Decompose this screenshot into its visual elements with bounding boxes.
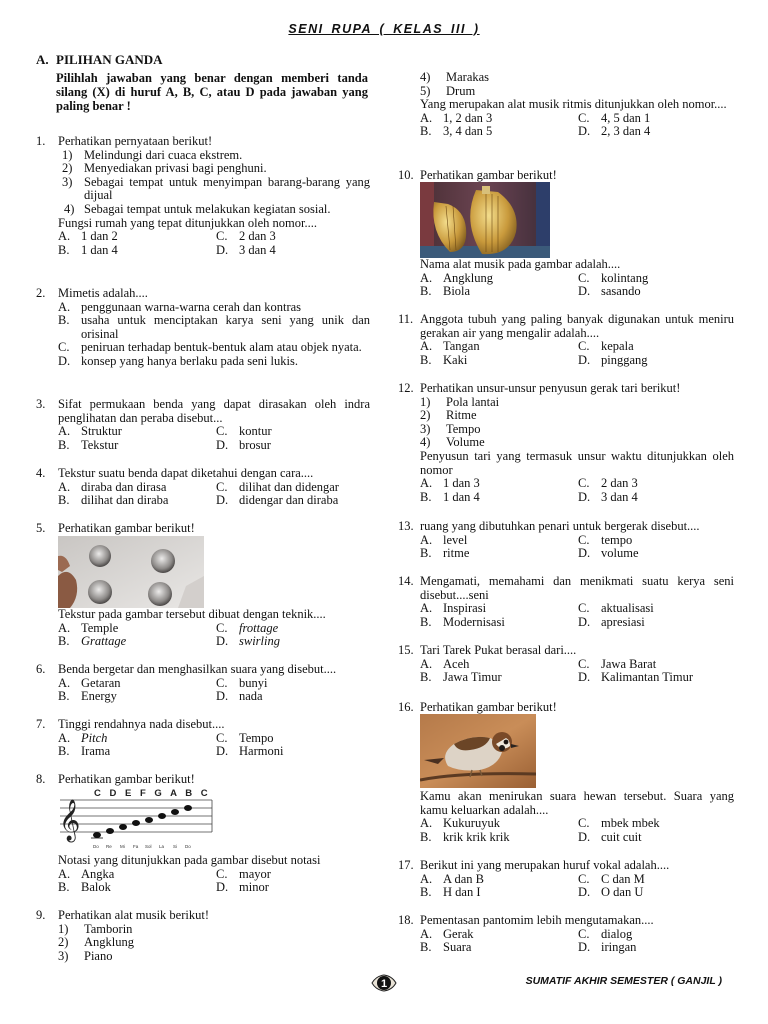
list-item: 1) Melindungi dari cuaca ekstrem. [62,147,243,162]
option-a[interactable]: A. diraba dan dirasa [58,479,167,494]
option-row [420,491,734,505]
option-d[interactable]: D. Harmoni [216,744,284,759]
option-a[interactable]: A. Getaran [58,675,121,690]
question-text: Mimetis adalah.... [58,286,148,300]
question-text: Tekstur suatu benda dapat diketahui dengan cara.... [58,466,314,480]
option-row [58,425,370,439]
question-prompt: Penyusun tari yang termasuk unsur waktu ditunjukkan oleh nomor [420,448,734,477]
option-a[interactable]: A. Tangan [420,339,480,354]
option-b[interactable]: B. Jawa Timur [420,670,502,685]
option-a[interactable]: A. Angklung [420,270,493,285]
option-a[interactable]: A. Kukuruyuk [420,816,500,831]
question-5-body [36,608,370,649]
option-c[interactable]: C. mayor [216,866,271,881]
question-7 [36,718,370,759]
question-text: Perhatikan gambar berikut! [420,168,557,182]
option-d[interactable]: D. volume [578,546,639,561]
option-row [58,635,370,649]
question-number: 16. [398,700,414,714]
question-2 [36,287,370,369]
option-row [420,671,734,685]
option-a[interactable]: A. Inspirasi [420,601,487,616]
option-a[interactable]: A. 1, 2 dan 3 [420,110,493,125]
question-18 [398,914,734,955]
option-d[interactable]: D. 2, 3 dan 4 [578,124,651,139]
question-16-body [398,790,734,844]
question-number: 13. [398,519,414,533]
list-item: 2) Menyediakan privasi bagi penghuni. [62,161,267,176]
question-3 [36,398,370,452]
sparrow-image [420,714,536,788]
music-staff-image [58,786,214,852]
option-d[interactable]: D. iringan [578,940,637,955]
question-number: 15. [398,643,414,657]
coin-rubbing-image [58,536,204,608]
question-9 [36,909,370,963]
solfege-label: Fa [133,844,139,849]
question-text: Pementasan pantomim lebih mengutamakan.... [420,913,654,927]
instruction-text: Pilihlah jawaban yang benar dengan memberi tanda silang (X) di huruf A, B, C, atau D pada jawaban yang paling benar ! [56,71,368,113]
question-prompt: Yang merupakan alat musik ritmis ditunjukkan oleh nomor.... [420,97,727,112]
question-number: 4. [36,466,46,480]
option-row [420,941,734,955]
option-a[interactable]: A. 1 dan 2 [58,229,118,244]
sasando-image [420,182,550,258]
option-b[interactable]: B. Irama [58,744,111,759]
option-b[interactable]: B. Energy [58,689,117,704]
option-row [58,881,370,895]
question-prompt: Kamu akan menirukan suara hewan tersebut. Suara yang kamu keluarkan adalah.... [420,789,734,817]
list-item: 2) Ritme [420,408,477,423]
question-text: Perhatikan gambar berikut! [58,521,195,535]
option-c[interactable]: C. 2 dan 3 [578,476,638,491]
option-row [420,285,734,299]
option-a[interactable]: A. Gerak [420,926,474,941]
option-b[interactable]: B. Balok [58,880,111,895]
option-row [58,732,370,746]
question-number: 12. [398,381,414,395]
option-row [58,439,370,453]
list-item: 1) Tamborin [58,921,133,936]
list-item: 5) Drum [420,83,476,98]
option-a[interactable]: A. Pitch [58,730,108,745]
list-item: 3) Piano [58,948,113,963]
question-text: ruang yang dibutuhkan penari untuk bergerak disebut.... [420,519,700,533]
option-b[interactable]: B. 3, 4 dan 5 [420,124,493,139]
option-row [58,230,370,244]
option-row [420,831,734,845]
question-number: 8. [36,772,46,786]
question-12 [398,382,734,504]
option-row [58,622,370,636]
option-row [420,928,734,942]
option-b[interactable]: B. Tekstur [58,437,119,452]
option-d[interactable]: D. didengar dan diraba [216,493,339,508]
solfege-label: Sol [145,844,152,849]
question-text: Anggota tubuh yang paling banyak digunakan untuk meniru gerakan air yang mengalir adalah.... [420,312,734,340]
option-d[interactable]: D. brosur [216,437,271,452]
option-b[interactable]: B. 1 dan 4 [58,242,118,257]
option-c[interactable]: C. kontur [216,424,272,439]
option-row [58,690,370,704]
option-c[interactable]: C. tempo [578,532,633,547]
list-item: 4) Sebagai tempat untuk melakukan kegiatan sosial. [64,201,331,216]
option-row [58,745,370,759]
option-d[interactable]: D. minor [216,880,269,895]
question-number: 3. [36,397,46,411]
option-c[interactable]: C. frottage [216,620,279,635]
option-c[interactable]: C. 2 dan 3 [216,229,276,244]
option-a[interactable]: A. penggunaan warna-warna cerah dan kontras [58,299,302,314]
option-a[interactable]: A. 1 dan 3 [420,476,480,491]
question-text: Benda bergetar dan menghasilkan suara yang disebut.... [58,662,337,676]
option-a[interactable]: A. Angka [58,866,115,881]
question-17 [398,859,734,900]
footer-text: SUMATIF AKHIR SEMESTER ( GANJIL ) [525,975,722,987]
question-5 [36,522,370,536]
question-prompt: Notasi yang ditunjukkan pada gambar disebut notasi [58,853,321,867]
question-8-body [36,854,370,895]
option-a[interactable]: A. Aceh [420,656,470,671]
option-row [420,340,734,354]
option-c[interactable]: C. aktualisasi [578,601,654,616]
question-number: 1. [36,134,46,148]
option-c[interactable]: C. dialog [578,926,633,941]
question-10 [398,169,734,183]
staff-note-letters: C D E F G A B C [94,788,211,799]
option-row [420,534,734,548]
option-row [420,112,734,126]
question-14 [398,575,734,629]
option-c[interactable]: C. kolintang [578,270,649,285]
question-number: 9. [36,908,46,922]
question-number: 11. [398,312,414,326]
option-d[interactable]: D. 3 dan 4 [578,489,638,504]
exam-title: SENI RUPA ( KELAS III ) [288,22,480,36]
solfege-label: Si [173,844,178,849]
option-b[interactable]: B. Suara [420,940,472,955]
option-a[interactable]: A. A dan B [420,871,484,886]
question-number: 10. [398,168,414,182]
option-c[interactable]: C. kepala [578,339,634,354]
question-10-body [398,258,734,299]
question-text: Perhatikan gambar berikut! [420,700,557,714]
option-d[interactable]: D. apresiasi [578,614,645,629]
question-prompt: Fungsi rumah yang tepat ditunjukkan oleh nomor.... [58,215,317,230]
section-heading [36,53,163,67]
question-13 [398,520,734,561]
option-c[interactable]: C. Tempo [216,730,274,745]
page-number-badge [370,972,398,994]
list-item: 3) Sebagai tempat untuk menyimpan barang-barang yang dijual [62,174,370,203]
option-b[interactable]: B. ritme [420,546,470,561]
list-item: 4) Marakas [420,70,490,84]
solfege-label: Do [93,844,99,849]
question-text: Berikut ini yang merupakan huruf vokal adalah.... [420,858,670,872]
section-letter: A. [36,52,49,67]
option-b[interactable]: B. Biola [420,284,471,299]
question-text: Perhatikan pernyataan berikut! [58,134,213,148]
option-row [420,602,734,616]
option-d[interactable]: D. sasando [578,284,641,299]
option-row [420,477,734,491]
option-row [420,125,734,139]
option-a[interactable]: A. Struktur [58,424,122,439]
list-item: 3) Tempo [420,421,481,436]
question-1 [36,135,370,257]
question-prompt: Nama alat musik pada gambar adalah.... [420,257,621,271]
option-a[interactable]: A. Temple [58,620,119,635]
option-c[interactable]: C. peniruan terhadap bentuk-bentuk alam atau objek nyata. [58,340,362,355]
option-row [420,873,734,887]
question-9-continued [398,71,734,139]
question-8 [36,773,370,787]
option-row [58,494,370,508]
solfege-label: La [159,844,165,849]
option-b[interactable]: B. 1 dan 4 [420,489,480,504]
question-number: 17. [398,858,414,872]
option-c[interactable]: C. bunyi [216,675,268,690]
option-row [58,677,370,691]
question-text: Perhatikan gambar berikut! [58,772,195,786]
option-d[interactable]: D. 3 dan 4 [216,242,276,257]
question-text: Tari Tarek Pukat berasal dari.... [420,643,577,657]
list-item: 4) Volume [420,435,485,450]
option-row [420,354,734,368]
option-b[interactable]: B. usaha untuk menciptakan karya seni yang unik dan orisinal [58,313,370,341]
question-number: 6. [36,662,46,676]
option-row [420,886,734,900]
option-row [58,481,370,495]
option-d[interactable]: D. pinggang [578,352,648,367]
solfege-label: Do [185,844,191,849]
option-b[interactable]: B. Grattage [58,634,127,649]
question-text: Tinggi rendahnya nada disebut.... [58,717,225,731]
list-item: 1) Pola lantai [420,394,500,409]
option-b[interactable]: B. Modernisasi [420,614,505,629]
option-d[interactable]: D. O dan U [578,885,644,900]
option-c[interactable]: C. mbek mbek [578,816,660,831]
option-c[interactable]: C. 4, 5 dan 1 [578,110,651,125]
option-c[interactable]: C. dilihat dan didengar [216,479,339,494]
question-text: Perhatikan alat musik berikut! [58,908,210,922]
question-text: Perhatikan unsur-unsur penyusun gerak tari berikut! [420,381,681,395]
question-text: Sifat permukaan benda yang dapat dirasakan oleh indra penglihatan dan peraba disebut... [58,397,370,425]
question-number: 14. [398,574,414,588]
option-b[interactable]: B. dilihat dan diraba [58,493,169,508]
section-title: PILIHAN GANDA [56,52,163,67]
question-11 [398,313,734,367]
question-number: 18. [398,913,414,927]
option-b[interactable]: B. H dan I [420,885,481,900]
question-number: 2. [36,286,46,300]
option-a[interactable]: A. level [420,532,468,547]
option-c[interactable]: C. Jawa Barat [578,656,657,671]
option-row [420,658,734,672]
option-c[interactable]: C. C dan M [578,871,645,886]
page-number: 1 [380,978,388,990]
question-number: 5. [36,521,46,535]
solfege-label: Mi [120,844,125,849]
list-item: 2) Angklung [58,935,134,950]
option-d[interactable]: D. konsep yang hanya berlaku pada seni lukis. [58,353,298,368]
option-b[interactable]: B. krik krik krik [420,829,510,844]
question-16 [398,701,734,715]
svg-text:𝄞: 𝄞 [59,800,81,841]
option-row [420,547,734,561]
option-d[interactable]: D. nada [216,689,263,704]
question-prompt: Tekstur pada gambar tersebut dibuat dengan teknik.... [58,607,326,621]
question-number: 7. [36,717,46,731]
option-d[interactable]: D. swirling [216,634,280,649]
solfege-label: Re [106,844,112,849]
option-d[interactable]: D. cuit cuit [578,829,642,844]
question-15 [398,644,734,685]
option-row [420,817,734,831]
option-row [58,868,370,882]
option-row [420,616,734,630]
option-row [58,244,370,258]
option-row [420,272,734,286]
question-6 [36,663,370,704]
question-text: Mengamati, memahami dan menikmati suatu kerya seni disebut....seni [420,574,734,602]
question-4 [36,467,370,508]
option-d[interactable]: D. Kalimantan Timur [578,670,694,685]
option-b[interactable]: B. Kaki [420,352,468,367]
